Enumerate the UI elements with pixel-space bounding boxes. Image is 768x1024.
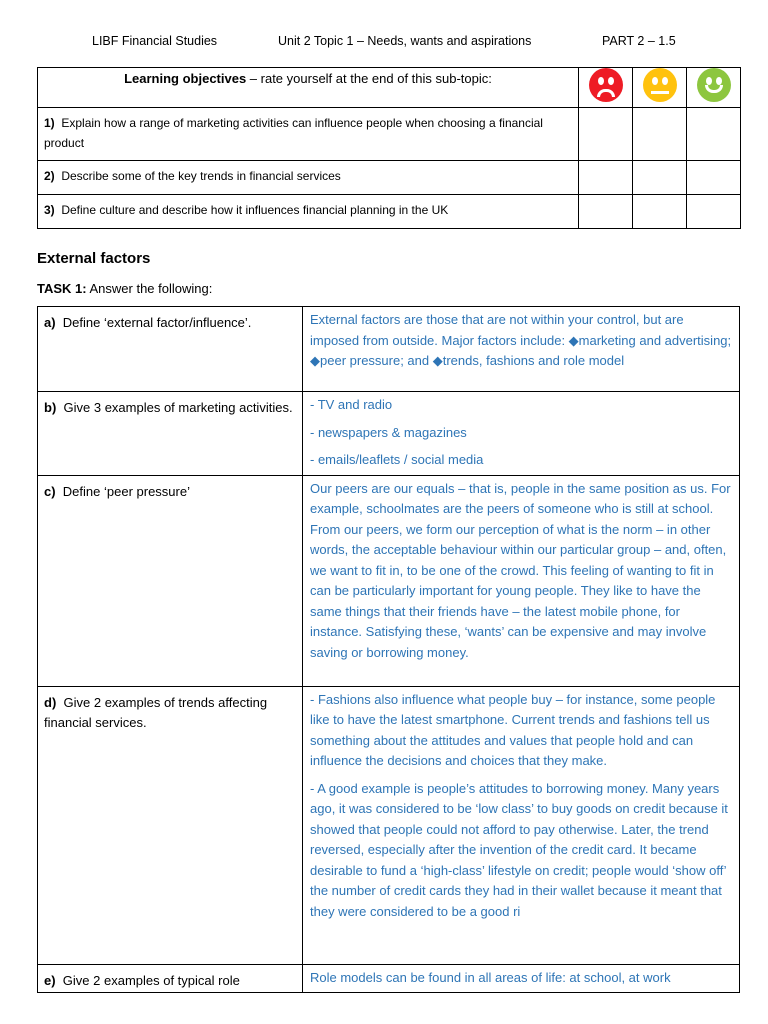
rating-box[interactable] bbox=[579, 161, 633, 195]
task-table bbox=[37, 306, 740, 993]
rating-sad bbox=[579, 68, 633, 108]
rating-neutral bbox=[633, 68, 687, 108]
objective-1: 1) Explain how a range of marketing activities can influence people when choosing a financial product bbox=[38, 108, 579, 161]
objectives-heading-rest: – rate yourself at the end of this sub-topic: bbox=[246, 71, 492, 86]
section-title: External factors bbox=[37, 250, 151, 267]
page-header bbox=[0, 34, 768, 52]
question-a: a) Define ‘external factor/influence’. bbox=[38, 307, 303, 392]
answer-d[interactable]: - Fashions also influence what people buy – for instance, some people like to have the latest smartphone. Current trends and fashions tell us something about the attitudes and values that people hold and can influence the decisions and choices that they make. - A good example is people’s attitudes to borrowing money. Many years ago, it was considered to be ‘low class’ to buy goods on credit because it showed that people could not afford to pay otherwise. Later, the trend reversed, especially after the invention of the credit card. It became desirable to fund a ‘high-class’ lifestyle on credit; people would ‘show off’ the number of credit cards they had in their wallet because it meant that they were considered to be a good ri bbox=[303, 686, 740, 964]
question-c: c) Define ‘peer pressure’ bbox=[38, 475, 303, 686]
answer-a[interactable]: External factors are those that are not within your control, but are imposed from outside. Major factors include: ◆marketing and advertising; ◆peer pressure; and ◆trends, fashions and role model bbox=[303, 307, 740, 392]
objective-3: 3) Define culture and describe how it influences financial planning in the UK bbox=[38, 195, 579, 229]
rating-box[interactable] bbox=[687, 161, 741, 195]
neutral-face-icon bbox=[643, 68, 677, 102]
objective-2: 2) Describe some of the key trends in financial services bbox=[38, 161, 579, 195]
rating-box[interactable] bbox=[687, 108, 741, 161]
happy-face-icon bbox=[697, 68, 731, 102]
answer-c[interactable]: Our peers are our equals – that is, people in the same position as us. For example, schoolmates are the peers of someone who is still at school. From our peers, we form our perception of what is the norm – in other words, the acceptable behaviour within our particular group – and, often, we want to fit in, to be one of the crowd. This feeling of wanting to fit in can be particularly important for young people. They like to have the same things that their friends have – the latest mobile phone, for instance. Satisfying these, ‘wants’ can be expensive and may involve saving or borrowing money. bbox=[303, 475, 740, 686]
part-label: PART 2 – 1.5 bbox=[602, 34, 676, 48]
sad-face-icon bbox=[589, 68, 623, 102]
question-d: d) Give 2 examples of trends affecting financial services. bbox=[38, 686, 303, 964]
task-instruction bbox=[37, 281, 212, 296]
rating-box[interactable] bbox=[687, 195, 741, 229]
question-e: e) Give 2 examples of typical role bbox=[38, 964, 303, 993]
rating-box[interactable] bbox=[579, 195, 633, 229]
answer-b[interactable]: - TV and radio - newspapers & magazines - emails/leaflets / social media bbox=[303, 392, 740, 476]
objectives-heading-bold: Learning objectives bbox=[124, 71, 247, 86]
task-label: TASK 1: bbox=[37, 281, 87, 296]
answer-e[interactable]: Role models can be found in all areas of life: at school, at work bbox=[303, 964, 740, 993]
course-title: LIBF Financial Studies bbox=[92, 34, 218, 48]
rating-happy bbox=[687, 68, 741, 108]
task-text: Answer the following: bbox=[86, 281, 213, 296]
rating-box[interactable] bbox=[633, 108, 687, 161]
question-b: b) Give 3 examples of marketing activities. bbox=[38, 392, 303, 476]
rating-box[interactable] bbox=[579, 108, 633, 161]
unit-topic: Unit 2 Topic 1 – Needs, wants and aspirations bbox=[278, 34, 532, 48]
objectives-heading bbox=[38, 68, 579, 108]
learning-objectives-table bbox=[37, 67, 741, 229]
rating-box[interactable] bbox=[633, 195, 687, 229]
rating-box[interactable] bbox=[633, 161, 687, 195]
